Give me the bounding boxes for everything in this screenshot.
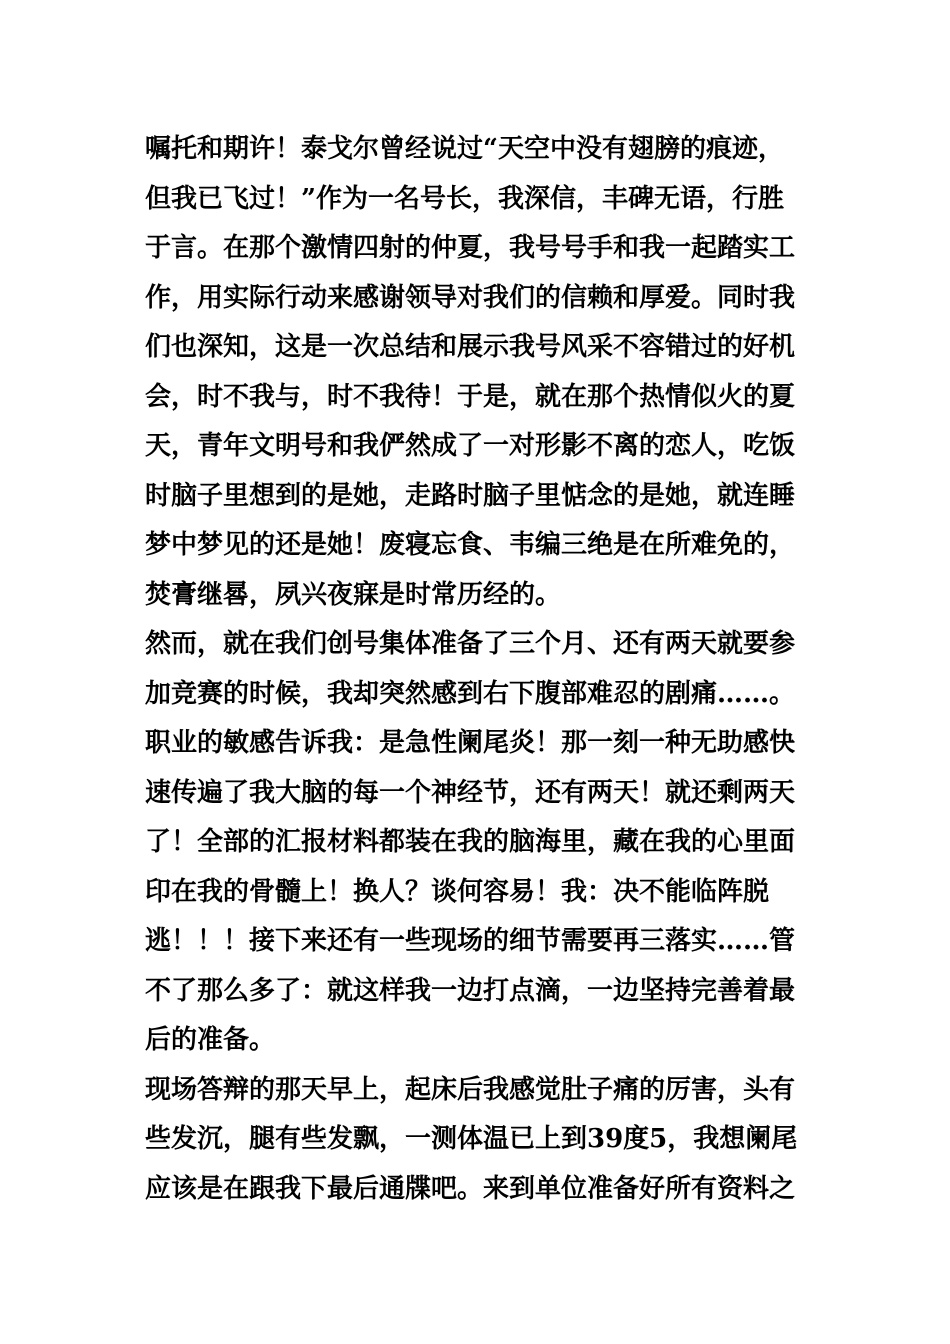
text-line: 后的准备。: [145, 1025, 276, 1055]
text-line: 加竞赛的时候，我却突然感到右下腹部难忍的剧痛……。: [145, 678, 796, 709]
text-line: 速传遍了我大脑的每一个神经节，还有两天！就还剩两天: [145, 777, 796, 808]
text-line: 们也深知，这是一次总结和展示我号风采不容错过的好机: [145, 332, 796, 362]
text-line: 现场答辩的那天早上，起床后我感觉肚子痛的厉害，头有: [145, 1074, 796, 1105]
paragraph-2: [145, 620, 810, 1066]
text-line: 梦中梦见的还是她！废寝忘食、韦编三绝是在所难免的，: [145, 530, 796, 560]
text-line: 了！全部的汇报材料都装在我的脑海里，藏在我的心里面: [145, 827, 796, 857]
text-line: 印在我的骨髓上！换人？谈何容易！我：决不能临阵脱: [145, 876, 770, 907]
text-line: 焚膏继晷，夙兴夜寐是时常历经的。: [145, 579, 562, 610]
text-line: 时脑子里想到的是她，走路时脑子里惦念的是她，就连睡: [145, 480, 796, 511]
document-page: [145, 125, 810, 1214]
text-line: 应该是在跟我下最后通牒吧。来到单位准备好所有资料之: [145, 1173, 796, 1204]
text-line: 天，青年文明号和我俨然成了一对形影不离的恋人，吃饭: [145, 431, 796, 461]
text-line: 些发沉，腿有些发飘，一测体温已上到39度5，我想阑尾: [145, 1124, 798, 1154]
paragraph-3: [145, 1066, 810, 1215]
text-line: 职业的敏感告诉我：是急性阑尾炎！那一刻一种无助感快: [145, 728, 796, 758]
text-line: 于言。在那个激情四射的仲夏，我号号手和我一起踏实工: [145, 233, 796, 263]
text-line: 然而，就在我们创号集体准备了三个月、还有两天就要参: [145, 629, 796, 659]
text-line: 不了那么多了：就这样我一边打点滴，一边坚持完善着最: [145, 975, 796, 1006]
text-line: 但我已飞过！”作为一名号长，我深信，丰碑无语，行胜: [145, 183, 784, 214]
text-line: 会，时不我与，时不我待！于是，就在那个热情似火的夏: [145, 381, 796, 412]
text-line: 逃！！！接下来还有一些现场的细节需要再三落实……管: [145, 926, 796, 956]
text-line: 嘱托和期许！泰戈尔曾经说过“天空中没有翅膀的痕迹，: [145, 134, 784, 164]
text-line: 作，用实际行动来感谢领导对我们的信赖和厚爱。同时我: [145, 282, 796, 313]
paragraph-1: [145, 125, 810, 620]
